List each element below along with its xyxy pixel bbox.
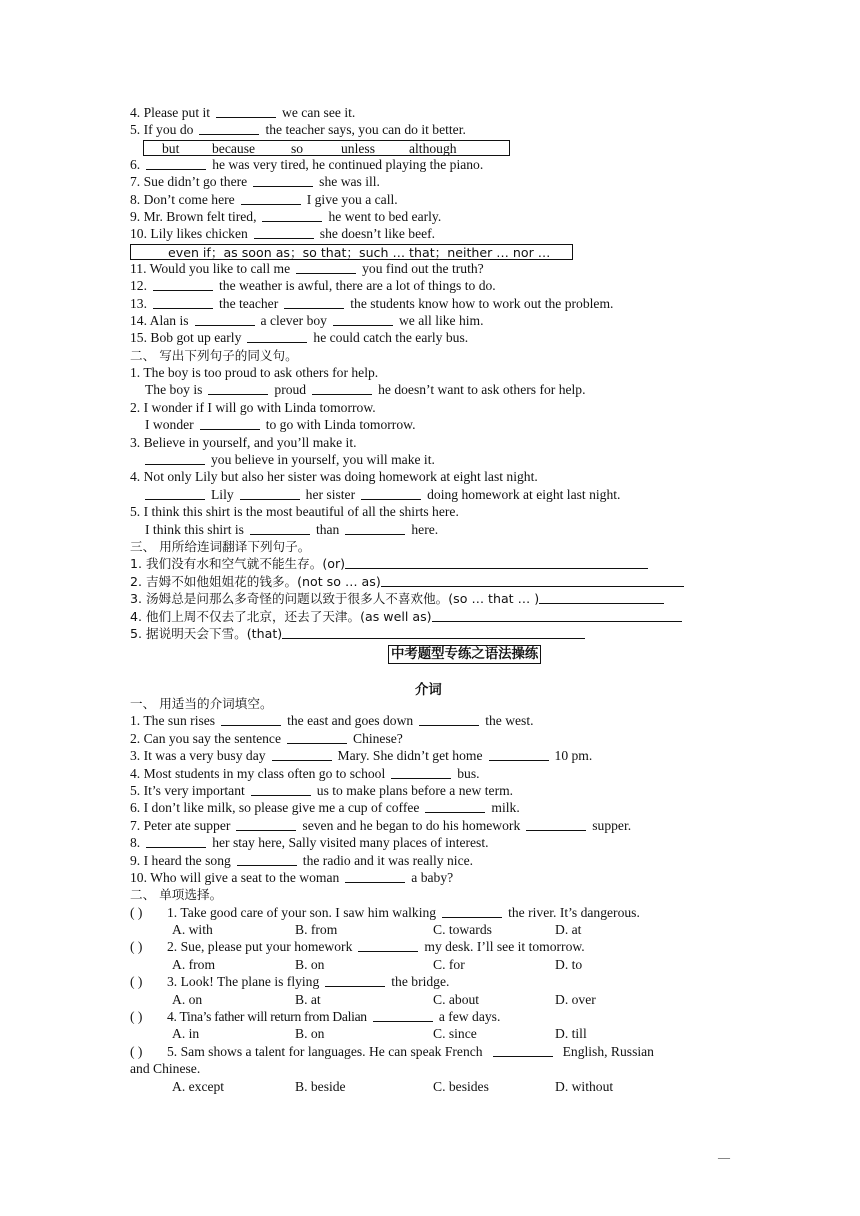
option-a[interactable]: A. except: [172, 1078, 225, 1094]
answer-blank[interactable]: [526, 818, 586, 831]
question-12: 12. the weather is awful, there are a lot of things to do.: [130, 278, 496, 294]
synonym-question-1: 1. The boy is too proud to ask others for help.: [130, 365, 379, 381]
answer-blank[interactable]: [325, 974, 385, 987]
section-title: 中考题型专练之语法操练: [388, 645, 541, 664]
mc-options-5: [130, 1078, 730, 1095]
question-4: 4. Please put it we can see it.: [130, 105, 356, 120]
section-heading-multiple-choice: 二、 单项选择。: [130, 887, 223, 903]
section-heading-synonyms: 二、 写出下列句子的同义句。: [130, 347, 298, 363]
answer-line[interactable]: [432, 609, 682, 622]
section-heading-translate: 三、 用所给连词翻译下列句子。: [130, 538, 311, 554]
page-mark: —: [718, 1150, 730, 1164]
word-box-phrases: [130, 244, 573, 260]
answer-blank[interactable]: [296, 261, 356, 274]
prep-question-1: 1. The sun rises the east and goes down the west.: [130, 713, 534, 729]
mc-options-3: [130, 991, 730, 1008]
question-9: 9. Mr. Brown felt tired, he went to bed early.: [130, 208, 442, 224]
answer-blank[interactable]: [425, 800, 485, 813]
answer-blank[interactable]: [262, 209, 322, 222]
mc-question-3: ( ) 3. Look! The plane is flying the bridge.: [130, 974, 450, 990]
translate-item-2: 2. 吉姆不如他姐姐花的钱多。(not so … as): [130, 573, 730, 590]
answer-blank[interactable]: [195, 313, 255, 326]
answer-blank[interactable]: [361, 487, 421, 500]
option-c[interactable]: C. towards: [433, 922, 492, 938]
question-10: 10. Lily likes chicken she doesn’t like beef.: [130, 226, 436, 242]
option-c[interactable]: C. about: [433, 991, 480, 1007]
answer-blank[interactable]: [345, 522, 405, 535]
section-heading-fill-prepositions: 一、 用适当的介词填空。: [130, 696, 273, 711]
option-a[interactable]: A. with: [172, 922, 213, 938]
word-option: but: [162, 140, 180, 156]
answer-blank[interactable]: [272, 748, 332, 761]
answer-blank[interactable]: [287, 731, 347, 744]
answer-blank[interactable]: [146, 157, 206, 170]
mc-question-1: ( ) 1. Take good care of your son. I saw him walking the river. It’s dangerous.: [130, 904, 640, 920]
answer-line[interactable]: [381, 574, 684, 587]
synonym-answer-2: I wonder to go with Linda tomorrow.: [145, 417, 416, 433]
word-option: even if；as soon as；so that；such … that；neither … nor …: [168, 244, 551, 260]
option-d[interactable]: D. over: [555, 991, 596, 1007]
prep-question-4: 4. Most students in my class often go to school bus.: [130, 765, 480, 781]
worksheet-page: [130, 104, 730, 642]
synonym-answer-5: I think this shirt is than here.: [145, 521, 439, 537]
option-d[interactable]: D. to: [555, 956, 583, 972]
word-option: so: [291, 140, 304, 156]
synonym-answer-1: The boy is proud he doesn’t want to ask others for help.: [145, 382, 586, 398]
answer-blank[interactable]: [250, 522, 310, 535]
word-option: because: [212, 140, 256, 156]
prep-question-2: 2. Can you say the sentence Chinese?: [130, 730, 403, 746]
mc-question-5-cont: and Chinese.: [130, 1061, 201, 1077]
option-b[interactable]: B. from: [295, 922, 338, 938]
mc-options-2: [130, 956, 730, 973]
option-b[interactable]: B. beside: [295, 1078, 346, 1094]
translate-item-4: 4. 他们上周不仅去了北京，还去了天津。(as well as): [130, 608, 730, 625]
answer-blank[interactable]: [442, 905, 502, 918]
prep-question-10: 10. Who will give a seat to the woman a baby?: [130, 869, 454, 885]
answer-blank[interactable]: [493, 1044, 553, 1057]
prep-question-8: 8. her stay here, Sally visited many places of interest.: [130, 835, 489, 851]
option-c[interactable]: C. since: [433, 1026, 477, 1042]
answer-paren[interactable]: ( ): [130, 904, 143, 920]
prep-question-5: 5. It’s very important us to make plans before a new term.: [130, 782, 514, 798]
option-a[interactable]: A. from: [172, 956, 216, 972]
answer-blank[interactable]: [345, 870, 405, 883]
synonym-question-4: 4. Not only Lily but also her sister was doing homework at eight last night.: [130, 469, 538, 485]
answer-blank[interactable]: [200, 417, 260, 430]
answer-blank[interactable]: [247, 330, 307, 343]
answer-blank[interactable]: [391, 766, 451, 779]
word-option: unless: [341, 140, 375, 156]
answer-blank[interactable]: [284, 296, 344, 309]
answer-blank[interactable]: [153, 278, 213, 291]
prep-question-7: 7. Peter ate supper seven and he began to do his homework supper.: [130, 817, 632, 833]
mc-question-4: ( ) 4. Tina’s father will return from Dalian a few days.: [130, 1009, 501, 1025]
question-5: 5. If you do the teacher says, you can do it better.: [130, 122, 466, 138]
prep-question-3: 3. It was a very busy day Mary. She didn’t get home 10 pm.: [130, 748, 593, 764]
answer-blank[interactable]: [145, 487, 205, 500]
translate-item-1: 1. 我们没有水和空气就不能生存。(or): [130, 555, 730, 572]
answer-blank[interactable]: [153, 296, 213, 309]
answer-paren[interactable]: ( ): [130, 1043, 143, 1059]
synonym-answer-4: Lily her sister doing homework at eight last night.: [130, 486, 730, 503]
answer-blank[interactable]: [333, 313, 393, 326]
answer-blank[interactable]: [254, 226, 314, 239]
question-11: 11. Would you like to call me you find out the truth?: [130, 260, 484, 276]
option-d[interactable]: D. till: [555, 1026, 587, 1042]
option-a[interactable]: A. on: [172, 991, 203, 1007]
mc-question-5: ( ) 5. Sam shows a talent for languages. He can speak French English, Russian: [130, 1043, 654, 1059]
word-box-conjunctions: [143, 140, 510, 156]
synonym-question-2: 2. I wonder if I will go with Linda tomorrow.: [130, 399, 376, 415]
answer-blank[interactable]: [145, 452, 205, 465]
answer-blank[interactable]: [419, 713, 479, 726]
mc-options-1: [130, 921, 730, 938]
answer-line[interactable]: [282, 626, 585, 639]
option-d[interactable]: D. at: [555, 922, 582, 938]
answer-blank[interactable]: [489, 748, 549, 761]
word-option: although: [409, 140, 457, 156]
answer-blank[interactable]: [251, 783, 311, 796]
translate-item-5: 5. 据说明天会下雪。(that): [130, 625, 730, 642]
mc-options-4: [130, 1025, 730, 1042]
answer-blank[interactable]: [236, 818, 296, 831]
prepositions-section: [130, 695, 730, 1095]
answer-blank[interactable]: [237, 853, 297, 866]
option-c[interactable]: C. besides: [433, 1078, 489, 1094]
answer-blank[interactable]: [241, 192, 301, 205]
translate-item-3: 3. 汤姆总是问那么多奇怪的问题以致于很多人不喜欢他。(so … that … ): [130, 590, 730, 607]
mc-question-2: ( ) 2. Sue, please put your homework my desk. I’ll see it tomorrow.: [130, 939, 585, 955]
option-d[interactable]: D. without: [555, 1078, 614, 1094]
question-7: 7. Sue didn’t go there she was ill.: [130, 174, 380, 190]
answer-blank[interactable]: [358, 939, 418, 952]
answer-line[interactable]: [345, 556, 648, 569]
question-14: 14. Alan is a clever boy we all like him.: [130, 312, 484, 328]
answer-blank[interactable]: [253, 174, 313, 187]
answer-paren[interactable]: ( ): [130, 974, 143, 990]
answer-paren[interactable]: ( ): [130, 939, 143, 955]
answer-blank[interactable]: [199, 122, 259, 135]
answer-blank[interactable]: [146, 835, 206, 848]
answer-paren[interactable]: ( ): [130, 1009, 143, 1025]
question-13: 13. the teacher the students know how to work out the problem.: [130, 295, 614, 311]
answer-blank[interactable]: [221, 713, 281, 726]
question-8: 8. Don’t come here I give you a call.: [130, 191, 398, 207]
answer-blank[interactable]: [208, 382, 268, 395]
synonym-answer-3: you believe in yourself, you will make it.: [130, 451, 730, 468]
option-b[interactable]: B. at: [295, 991, 321, 1007]
question-6: 6. he was very tired, he continued playing the piano.: [130, 156, 484, 172]
answer-line[interactable]: [539, 591, 664, 604]
answer-blank[interactable]: [240, 487, 300, 500]
section-subtitle: 介词: [415, 683, 442, 698]
synonym-question-3: 3. Believe in yourself, and you’ll make it.: [130, 434, 357, 450]
option-b[interactable]: B. on: [295, 1026, 325, 1042]
prep-question-9: 9. I heard the song the radio and it was really nice.: [130, 852, 474, 868]
option-c[interactable]: C. for: [433, 956, 465, 972]
answer-blank[interactable]: [312, 382, 372, 395]
prep-question-6: 6. I don’t like milk, so please give me a cup of coffee milk.: [130, 800, 520, 816]
answer-blank[interactable]: [216, 105, 276, 118]
option-a[interactable]: A. in: [172, 1026, 200, 1042]
question-15: 15. Bob got up early he could catch the early bus.: [130, 330, 469, 346]
answer-blank[interactable]: [373, 1009, 433, 1022]
synonym-question-5: 5. I think this shirt is the most beautiful of all the shirts here.: [130, 504, 459, 520]
option-b[interactable]: B. on: [295, 956, 325, 972]
